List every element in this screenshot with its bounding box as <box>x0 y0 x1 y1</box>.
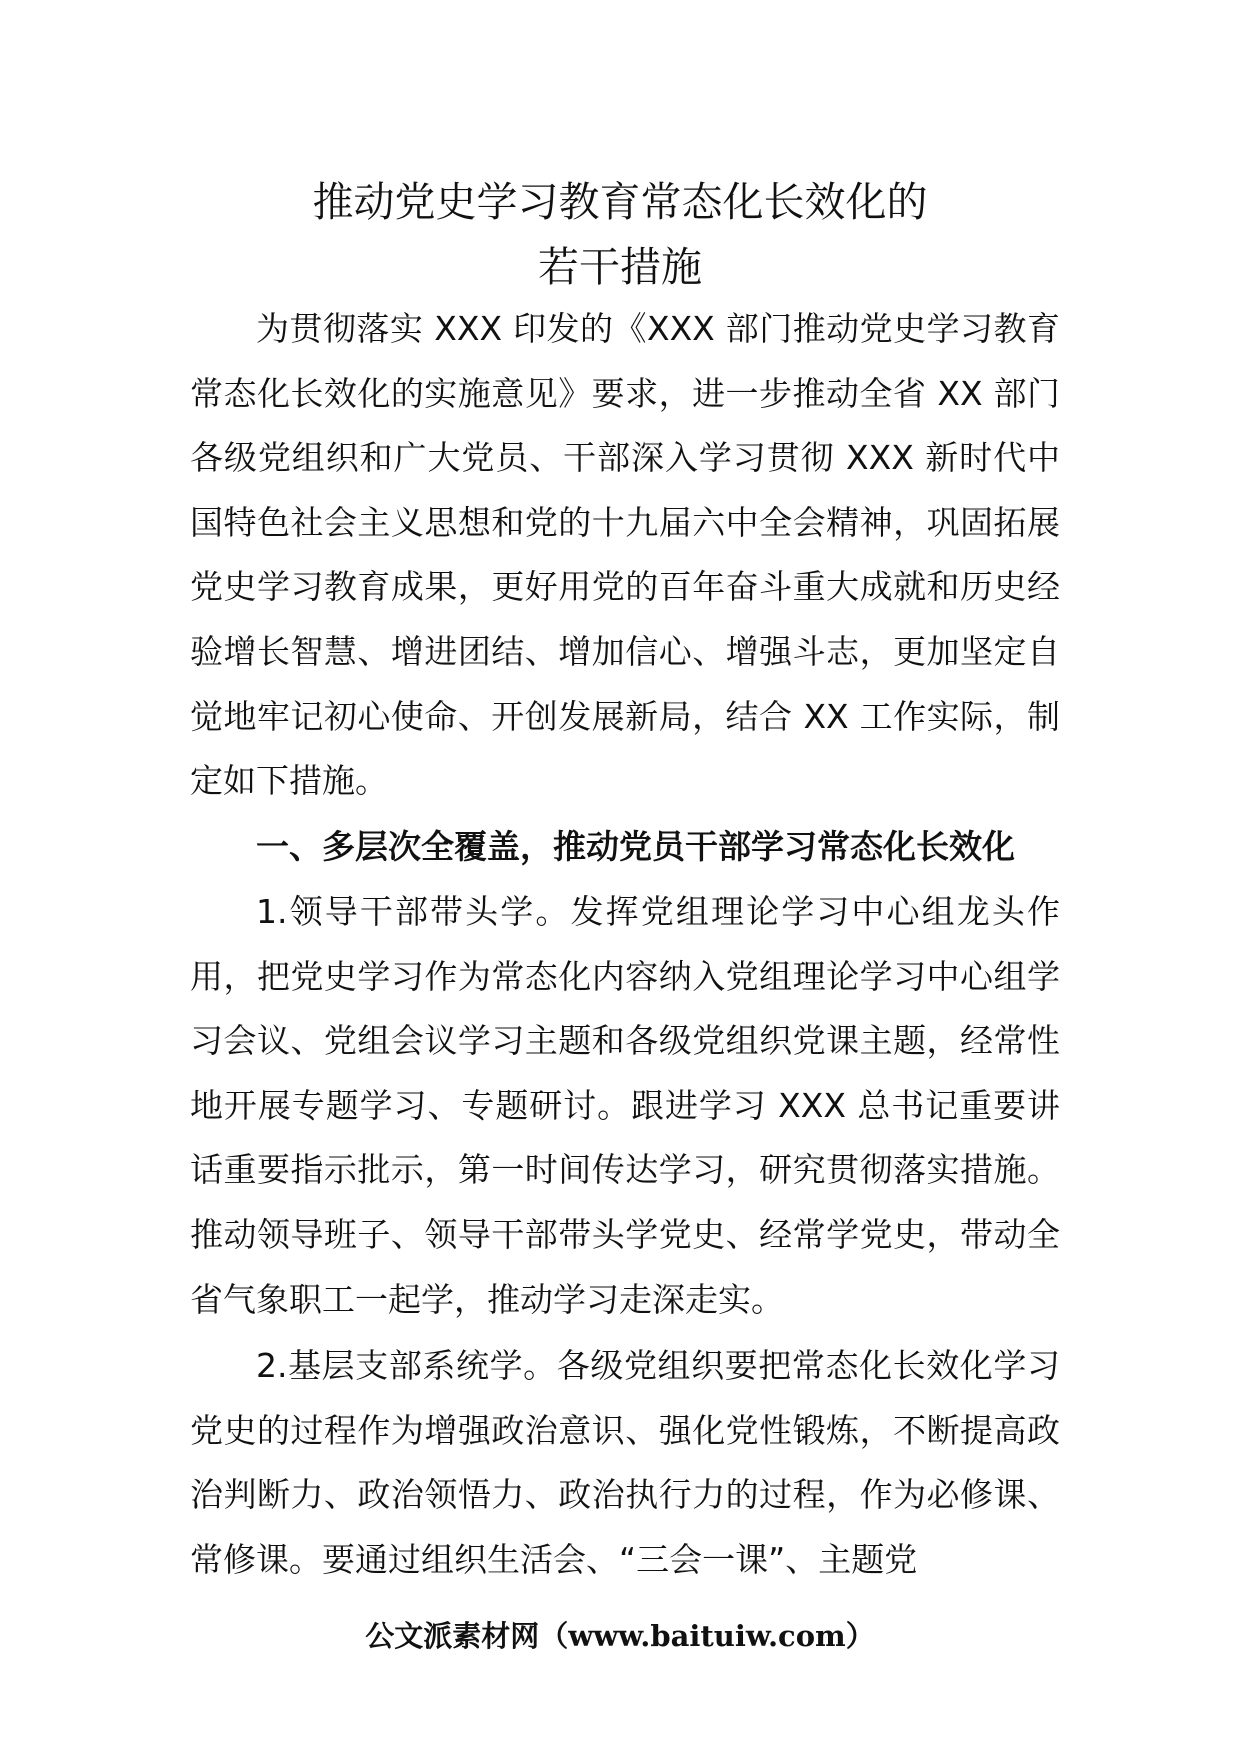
item1-paragraph: 1.领导干部带头学。发挥党组理论学习中心组龙头作用，把党史学习作为常态化内容纳入党组理论学习中心组学习会议、党组会议学习主题和各级党组织党课主题，经常性地开展专题学习、专题研讨。跟进学习 XXX 总书记重要讲话重要指示批示，第一时间传达学习，研究贯彻落实措施。推动领导班子、领导干部带头学党史、经常学党史，带动全省气象职工一起学，推动学习走深走实。 <box>190 892 1060 1319</box>
section-heading-block <box>190 815 1060 880</box>
section-heading: 一、多层次全覆盖，推动党员干部学习常态化长效化 <box>256 827 1015 866</box>
intro-paragraph-block <box>190 297 1060 814</box>
document-title-line1: 推动党史学习教育常态化长效化的 <box>312 178 928 226</box>
item2-paragraph: 2.基层支部系统学。各级党组织要把常态化长效化学习党史的过程作为增强政治意识、强化党性锻炼，不断提高政治判断力、政治领悟力、政治执行力的过程，作为必修课、常修课。要通过组织生活会、“三会一课”、主题党 <box>190 1346 1060 1579</box>
footer-watermark: 公文派素材网（www.baituiw.com） <box>365 1619 875 1653</box>
document-title-line2: 若干措施 <box>538 243 702 291</box>
item2-block <box>190 1334 1060 1592</box>
item1-block <box>190 880 1060 1332</box>
intro-paragraph: 为贯彻落实 XXX 印发的《XXX 部门推动党史学习教育常态化长效化的实施意见》要求，进一步推动全省 XX 部门各级党组织和广大党员、干部深入学习贯彻 XXX 新时代中国特色社会主义思想和党的十九届六中全会精神，巩固拓展党史学习教育成果，更好用党的百年奋斗重大成就和历史经验增长智慧、增进团结、增加信心、增强斗志，更加坚定自觉地牢记初心使命、开创发展新局，结合 XX 工作实际，制定如下措施。 <box>190 309 1060 801</box>
